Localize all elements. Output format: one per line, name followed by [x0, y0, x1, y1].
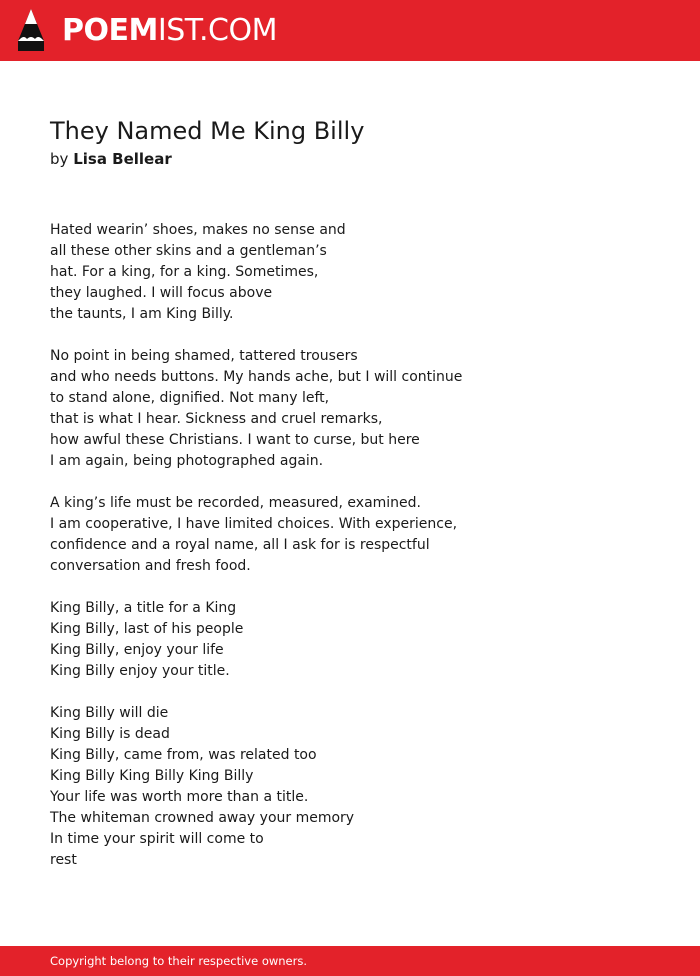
poem-line: I am cooperative, I have limited choices. With experience, [50, 516, 458, 532]
poem-line: they laughed. I will focus above [50, 285, 273, 301]
poem-line: A king’s life must be recorded, measured, examined. [50, 495, 421, 511]
poem-line: I am again, being photographed again. [50, 453, 324, 469]
poem-line: to stand alone, dignified. Not many left, [50, 390, 330, 406]
poem-line: In time your spirit will come to [50, 831, 264, 847]
site-footer [0, 946, 700, 976]
poem-line: King Billy is dead [50, 726, 170, 742]
poem-line: all these other skins and a gentleman’s [50, 243, 327, 259]
poem-stanza [50, 493, 660, 577]
site-header [0, 0, 700, 61]
poem-line: King Billy King Billy King Billy [50, 768, 254, 784]
poem-line: No point in being shamed, tattered trousers [50, 348, 358, 364]
poem-line: the taunts, I am King Billy. [50, 306, 234, 322]
poem-line: and who needs buttons. My hands ache, but I will continue [50, 369, 463, 385]
poem-line: The whiteman crowned away your memory [50, 810, 355, 826]
poem-line: how awful these Christians. I want to curse, but here [50, 432, 420, 448]
site-logo[interactable] [62, 11, 277, 51]
poem-stanza [50, 346, 660, 472]
poem-line: confidence and a royal name, all I ask for is respectful [50, 537, 430, 553]
poem-line: King Billy enjoy your title. [50, 663, 230, 679]
poem-byline [50, 148, 660, 170]
poem-author[interactable]: Lisa Bellear [73, 150, 172, 168]
byline-label: by [50, 150, 69, 168]
poem-line: that is what I hear. Sickness and cruel remarks, [50, 411, 383, 427]
logo-brand-bold: POEM [62, 13, 158, 48]
logo-brand-light: IST.COM [157, 13, 277, 48]
poem-line: King Billy, last of his people [50, 621, 244, 637]
poem-line: King Billy will die [50, 705, 169, 721]
poem-line: King Billy, enjoy your life [50, 642, 224, 658]
poem-line: Hated wearin’ shoes, makes no sense and [50, 222, 346, 238]
poem-line: Your life was worth more than a title. [50, 789, 309, 805]
poem-line: hat. For a king, for a king. Sometimes, [50, 264, 319, 280]
pencil-tip-icon[interactable] [18, 9, 44, 51]
poem-content [50, 114, 660, 892]
poem-line: rest [50, 852, 77, 868]
poem-stanza [50, 598, 660, 682]
poem-stanza [50, 703, 660, 871]
poem-title: They Named Me King Billy [50, 117, 365, 145]
poem-line: King Billy, a title for a King [50, 600, 237, 616]
poem-line: conversation and fresh food. [50, 558, 251, 574]
poem-stanza [50, 220, 660, 325]
copyright-notice: Copyright belong to their respective owners. [50, 954, 308, 968]
poem-body [50, 220, 660, 871]
poem-line: King Billy, came from, was related too [50, 747, 317, 763]
